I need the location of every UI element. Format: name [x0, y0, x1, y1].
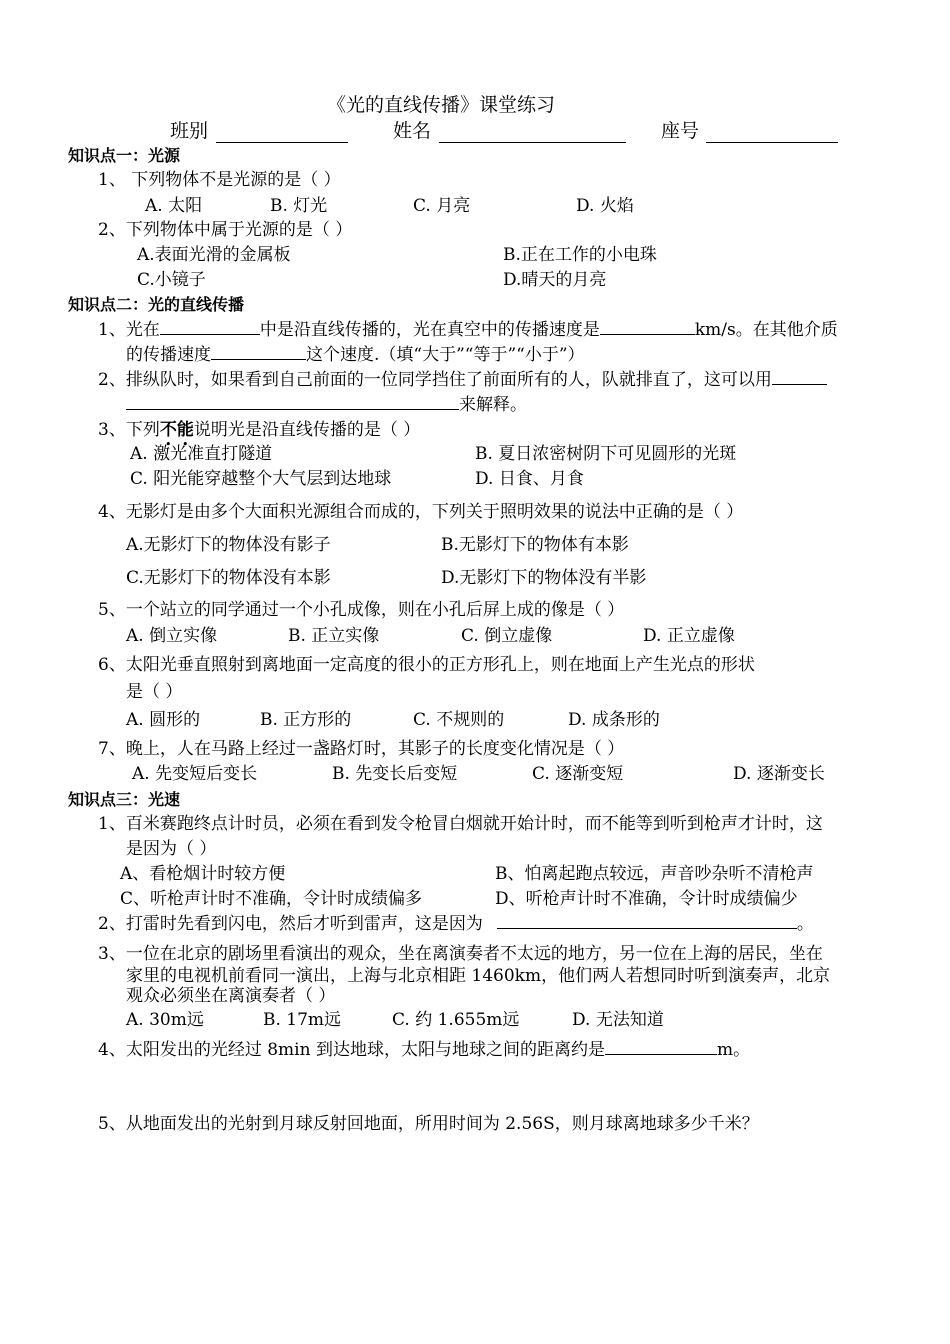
s2-q6-line2: 是（ ） — [126, 682, 183, 702]
s1-q2-opt-a: A.表面光滑的金属板 — [137, 245, 291, 265]
s2-q5-opt-b: B. 正立实像 — [288, 626, 380, 646]
s2-q7-opt-c: C. 逐渐变短 — [532, 764, 624, 784]
s3-q2-blank[interactable] — [497, 927, 797, 929]
s2-q2-line1 — [98, 372, 827, 389]
s2-q1-part-d: 的传播速度 — [126, 345, 211, 365]
s2-q3-opt-c: C. 阳光能穿越整个大气层到达地球 — [130, 469, 392, 489]
s1-q1-opt-b: B. 灯光 — [270, 196, 328, 216]
s3-q4-blank[interactable] — [605, 1053, 717, 1055]
seat-label: 座号 — [661, 120, 700, 142]
s3-q2-part-a: 2、打雷时先看到闪电，然后才听到雷声，这是因为 — [98, 914, 483, 934]
class-field[interactable] — [216, 141, 348, 143]
s2-q5: 5、一个站立的同学通过一个小孔成像，则在小孔后屏上成的像是（ ） — [98, 600, 625, 620]
s1-q2: 2、下列物体中属于光源的是（ ） — [98, 220, 353, 240]
s2-q1-part-e: 这个速度.（填“大于”“等于”“小于”） — [306, 345, 585, 365]
s2-q7-opt-d: D. 逐渐变长 — [733, 764, 825, 784]
s2-q6-line1: 6、太阳光垂直照射到离地面一定高度的很小的正方形孔上，则在地面上产生光点的形状 — [98, 655, 755, 675]
s2-q6-opt-b: B. 正方形的 — [260, 710, 352, 730]
seat-field[interactable] — [706, 141, 838, 143]
s2-q1-line1 — [98, 322, 838, 339]
s3-q4 — [98, 1042, 750, 1059]
s3-q1-line2: 是因为（ ） — [126, 839, 217, 859]
section-1-heading: 知识点一：光源 — [68, 146, 181, 165]
s2-q7: 7、晚上，人在马路上经过一盏路灯时，其影子的长度变化情况是（ ） — [98, 739, 625, 759]
s2-q3-opt-b: B. 夏日浓密树阴下可见圆形的光斑 — [475, 444, 737, 464]
s2-q4-opt-b: B.无影灯下的物体有本影 — [441, 535, 629, 555]
s2-q1-line2 — [126, 347, 585, 364]
s1-q1-opt-c: C. 月亮 — [413, 196, 471, 216]
s3-q2 — [98, 916, 814, 933]
s3-q5: 5、从地面发出的光射到月球反射回地面，所用时间为 2.56S，则月球离地球多少千米？ — [98, 1114, 759, 1134]
s2-q7-opt-a: A. 先变短后变长 — [132, 764, 258, 784]
s2-q5-opt-d: D. 正立虚像 — [643, 626, 735, 646]
s2-q1-blank-1[interactable] — [160, 333, 260, 335]
s3-q4-part-b: m。 — [716, 1040, 751, 1060]
s2-q2-blank-2[interactable] — [126, 408, 459, 410]
s3-q1-opt-c: C、听枪声计时不准确，令计时成绩偏多 — [120, 889, 423, 909]
s3-q3-opt-a: A. 30m远 — [126, 1010, 204, 1030]
s1-q1-opt-d: D. 火焰 — [576, 196, 634, 216]
s2-q3-part-a: 3、下列 — [98, 420, 160, 440]
s2-q2-line2 — [126, 397, 527, 414]
s3-q1-opt-b: B、怕离起跑点较远，声音吵杂听不清枪声 — [495, 864, 814, 884]
s2-q3-emphasis: 不能 — [159, 420, 194, 440]
s2-q4: 4、无影灯是由多个大面积光源组合而成的，下列关于照明效果的说法中正确的是（ ） — [98, 502, 744, 522]
s3-q3-line2: 家里的电视机前看同一演出，上海与北京相距 1460km，他们两人若想同时听到演奏声，北京 — [126, 966, 831, 986]
section-2-heading: 知识点二：光的直线传播 — [68, 295, 245, 314]
s2-q5-opt-a: A. 倒立实像 — [126, 626, 218, 646]
s2-q6-opt-d: D. 成条形的 — [568, 710, 660, 730]
page-title: 《光的直线传播》课堂练习 — [327, 94, 556, 116]
s3-q3-opt-c: C. 约 1.655m远 — [392, 1010, 520, 1030]
s3-q3-line1: 3、一位在北京的剧场里看演出的观众，坐在离演奏者不太远的地方，另一位在上海的居民，坐在 — [98, 944, 823, 964]
s1-q1: 1、 下列物体不是光源的是（ ） — [98, 170, 341, 190]
s3-q3-line3: 观众必须坐在离演奏者（ ） — [126, 986, 336, 1006]
s3-q3-opt-d: D. 无法知道 — [572, 1010, 664, 1030]
s3-q1-opt-a: A、看枪烟计时较方便 — [120, 864, 286, 884]
s2-q6-opt-c: C. 不规则的 — [413, 710, 505, 730]
s2-q3-opt-d: D. 日食、月食 — [475, 469, 584, 489]
s1-q1-opt-a: A. 太阳 — [145, 196, 203, 216]
s1-q2-opt-b: B.正在工作的小电珠 — [503, 245, 657, 265]
name-label: 姓名 — [393, 120, 432, 142]
s1-q2-opt-c: C.小镜子 — [137, 270, 206, 290]
s2-q3-part-b: 说明光是沿直线传播的是（ ） — [193, 420, 421, 440]
s2-q6-opt-a: A. 圆形的 — [126, 710, 201, 730]
s3-q2-part-b: 。 — [796, 914, 814, 934]
s2-q3-opt-a: A. 激光准直打隧道 — [130, 444, 273, 464]
s2-q1-part-a: 1、光在 — [98, 320, 160, 340]
s2-q2-blank-1[interactable] — [772, 383, 827, 385]
s3-q3-opt-b: B. 17m远 — [263, 1010, 342, 1030]
s3-q1-line1: 1、百米赛跑终点计时员，必须在看到发令枪冒白烟就开始计时，而不能等到听到枪声才计时，这 — [98, 814, 823, 834]
s2-q1-part-c: km/s。在其他介质 — [694, 320, 838, 340]
s2-q2-part-a: 2、排纵队时，如果看到自己前面的一位同学挡住了前面所有的人，队就排直了，这可以用 — [98, 370, 772, 390]
s2-q4-opt-a: A.无影灯下的物体没有影子 — [126, 535, 331, 555]
s2-q1-blank-3[interactable] — [211, 358, 306, 360]
s2-q4-opt-c: C.无影灯下的物体没有本影 — [126, 568, 331, 588]
section-3-heading: 知识点三：光速 — [68, 790, 181, 809]
s1-q2-opt-d: D.晴天的月亮 — [503, 270, 607, 290]
s2-q1-blank-2[interactable] — [600, 333, 695, 335]
s2-q7-opt-b: B. 先变长后变短 — [332, 764, 458, 784]
s2-q1-part-b: 中是沿直线传播的，光在真空中的传播速度是 — [259, 320, 600, 340]
s3-q1-opt-d: D、听枪声计时不准确，令计时成绩偏少 — [495, 889, 798, 909]
s3-q4-part-a: 4、太阳发出的光经过 8min 到达地球，太阳与地球之间的距离约是 — [98, 1040, 605, 1060]
s2-q4-opt-d: D.无影灯下的物体没有半影 — [441, 568, 647, 588]
name-field[interactable] — [439, 141, 626, 143]
class-label: 班别 — [170, 120, 209, 142]
s2-q5-opt-c: C. 倒立虚像 — [461, 626, 553, 646]
s2-q2-part-b: 来解释。 — [459, 395, 527, 415]
